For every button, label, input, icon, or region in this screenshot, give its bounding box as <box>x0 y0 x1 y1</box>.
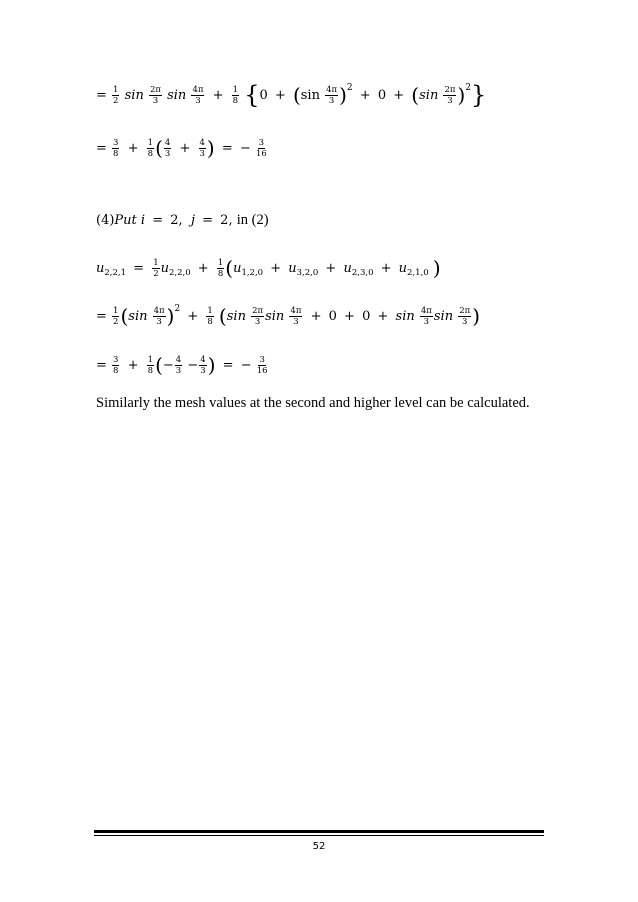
zero: 0 <box>362 309 371 324</box>
open-paren: ( <box>225 256 234 280</box>
comma: , <box>178 213 183 228</box>
subscript: 2,2,0 <box>169 268 191 278</box>
close-paren: ) <box>472 304 481 328</box>
fraction-2pi-over-3: $\frac{2\pi}{3}$ <box>149 84 161 106</box>
fraction-three-eighths: $\frac{3}{8}$ <box>113 354 119 376</box>
plus-sign: + <box>127 141 139 156</box>
fraction-4pi-over-3: $\frac{4\pi}{3}$ <box>420 305 432 327</box>
sin-term: sin <box>128 309 148 324</box>
exponent: 2 <box>465 83 471 93</box>
u-symbol: u <box>96 261 105 276</box>
eq-sign: = <box>202 213 214 228</box>
sin-term: sin <box>124 88 144 103</box>
open-brace: { <box>244 81 260 109</box>
subscript: 1,2,0 <box>241 268 264 278</box>
sin-term: sin <box>300 88 320 103</box>
fraction-2pi-over-3: $\frac{2\pi}{3}$ <box>252 305 264 327</box>
plus-sign: + <box>393 88 405 103</box>
eq-sign: = <box>222 358 234 373</box>
subscript: 2,3,0 <box>351 268 374 278</box>
fraction-4pi-over-3: $\frac{4\pi}{3}$ <box>192 84 204 106</box>
sin-term: sin <box>265 309 285 324</box>
plus-sign: + <box>310 309 322 324</box>
zero: 0 <box>328 309 337 324</box>
u-symbol: u <box>160 261 169 276</box>
open-paren: ( <box>218 304 227 328</box>
sin-term: sin <box>433 309 454 324</box>
u-symbol: u <box>288 261 297 276</box>
plus-sign: + <box>380 261 392 276</box>
eq-sign: = <box>96 309 107 324</box>
open-paren: ( <box>155 353 163 377</box>
u-symbol: u <box>398 261 408 276</box>
fraction-three-sixteenths: $\frac{3}{16}$ <box>255 137 267 159</box>
value-two: 2 <box>220 213 229 228</box>
comma: , <box>228 213 233 228</box>
close-paren: ) <box>166 304 175 328</box>
eq-sign: = <box>96 88 107 103</box>
eq-sign: = <box>96 358 107 373</box>
plus-sign: + <box>179 141 191 156</box>
fraction-one-eighth: $\frac{1}{8}$ <box>207 305 213 327</box>
zero: 0 <box>377 88 387 103</box>
zero: 0 <box>259 88 268 103</box>
plus-sign: + <box>274 88 286 103</box>
plus-sign: + <box>344 309 355 324</box>
footer-rule-thin <box>94 835 544 836</box>
eq-sign: = <box>133 261 145 276</box>
close-paren: ) <box>207 353 216 377</box>
exponent: 2 <box>174 304 181 314</box>
equation-line-2 <box>96 138 578 158</box>
subscript: 2,1,0 <box>407 268 429 278</box>
minus-sign: − <box>162 358 174 373</box>
fraction-4pi-over-3: $\frac{4\pi}{3}$ <box>326 84 338 106</box>
equation-line-5 <box>96 355 578 375</box>
put-text: Put <box>114 213 137 228</box>
close-paren: ) <box>206 136 215 160</box>
var-j: j <box>190 213 195 228</box>
close-brace: } <box>471 81 487 109</box>
fraction-four-thirds: $\frac{4}{3}$ <box>199 137 205 159</box>
fraction-2pi-over-3: $\frac{2\pi}{3}$ <box>444 84 456 106</box>
in-equation-2-text: in (2) <box>236 212 269 228</box>
plus-sign: + <box>325 261 337 276</box>
exponent: 2 <box>346 83 353 93</box>
open-paren: ( <box>292 83 301 107</box>
minus-sign: − <box>187 358 199 373</box>
minus-sign: − <box>240 358 252 373</box>
u-symbol: u <box>233 261 242 276</box>
sin-term: sin <box>395 309 415 324</box>
plus-sign: + <box>377 309 389 324</box>
eq-sign: = <box>221 141 233 156</box>
sin-term: sin <box>226 309 246 324</box>
value-two: 2 <box>170 213 179 228</box>
equation-line-4 <box>96 305 578 326</box>
eq-sign: = <box>96 141 107 156</box>
u-symbol: u <box>343 261 352 276</box>
fraction-one-half: $\frac{1}{2}$ <box>113 305 119 327</box>
fraction-one-eighth: $\frac{1}{8}$ <box>147 137 154 159</box>
step-number: (4) <box>96 213 115 228</box>
var-i: i <box>140 213 146 228</box>
step-4-heading <box>96 213 578 228</box>
fraction-four-thirds: $\frac{4}{3}$ <box>175 354 182 376</box>
fraction-one-half: $\frac{1}{2}$ <box>113 84 119 106</box>
plus-sign: + <box>127 358 139 373</box>
equation-line-3 <box>96 258 578 278</box>
fraction-three-sixteenths: $\frac{3}{16}$ <box>256 354 268 376</box>
fraction-4pi-over-3: $\frac{4\pi}{3}$ <box>290 305 302 327</box>
page-number: 52 <box>312 841 326 852</box>
open-paren: ( <box>411 83 420 107</box>
minus-sign: − <box>239 141 251 156</box>
footer-rule-thick <box>94 830 544 833</box>
plus-sign: + <box>197 261 209 276</box>
plus-sign: + <box>359 88 371 103</box>
plus-sign: + <box>270 261 282 276</box>
fraction-one-eighth: $\frac{1}{8}$ <box>232 84 239 106</box>
sin-term: sin <box>419 88 439 103</box>
fraction-one-half: $\frac{1}{2}$ <box>153 257 159 279</box>
plus-sign: + <box>212 88 224 103</box>
subscript: 3,2,0 <box>296 268 319 278</box>
subscript: 2,2,1 <box>104 268 127 278</box>
fraction-one-eighth: $\frac{1}{8}$ <box>147 354 154 376</box>
sin-term: sin <box>167 88 187 103</box>
plus-sign: + <box>187 309 199 324</box>
open-paren: ( <box>155 136 163 160</box>
close-paren: ) <box>457 83 466 107</box>
fraction-four-thirds: $\frac{4}{3}$ <box>164 137 171 159</box>
fraction-4pi-over-3: $\frac{4\pi}{3}$ <box>153 305 165 327</box>
eq-sign: = <box>152 213 164 228</box>
fraction-one-eighth: $\frac{1}{8}$ <box>217 257 224 279</box>
fraction-three-eighths: $\frac{3}{8}$ <box>113 137 119 159</box>
close-paren: ) <box>339 83 347 107</box>
equation-line-1 <box>96 83 578 107</box>
close-paren: ) <box>432 256 441 280</box>
fraction-four-thirds: $\frac{4}{3}$ <box>200 354 206 376</box>
open-paren: ( <box>120 304 129 328</box>
body-paragraph: Similarly the mesh values at the second and higher level can be calculated. <box>96 395 530 411</box>
fraction-2pi-over-3: $\frac{2\pi}{3}$ <box>459 305 471 327</box>
